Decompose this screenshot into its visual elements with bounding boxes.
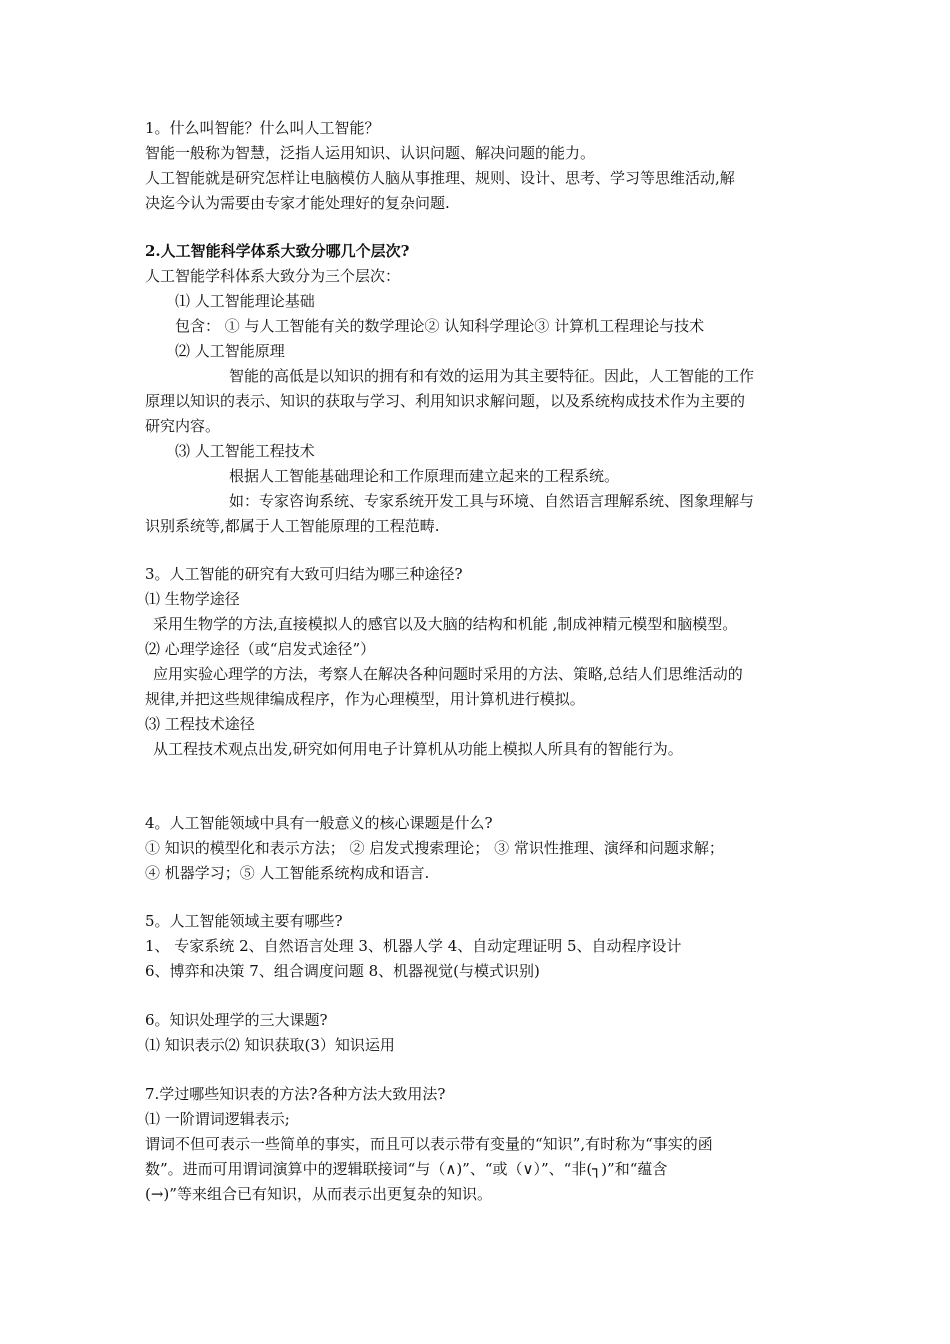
text-line: 3。人工智能的研究有大致可归结为哪三种途径? <box>145 565 463 583</box>
text-line: 研究内容。 <box>145 417 221 435</box>
text-line: 采用生物学的方法,直接模拟人的感官以及大脑的结构和机能 ,制成神精元模型和脑模型。 <box>153 615 738 633</box>
text-line: 人工智能就是研究怎样让电脑模仿人脑从事推理、规则、设计、思考、学习等思维活动,解 <box>145 169 735 187</box>
text-line: ⑴ 生物学途径 <box>145 590 240 608</box>
text-line: 智能的高低是以知识的拥有和有效的运用为其主要特征。因此，人工智能的工作 <box>229 367 755 385</box>
text-line: 规律,并把这些规律编成程序，作为心理模型，用计算机进行模拟。 <box>145 690 585 708</box>
text-line: 1。什么叫智能？什么叫人工智能？ <box>145 119 380 137</box>
text-line: ⑵ 人工智能原理 <box>175 342 285 360</box>
text-line: 包含： ① 与人工智能有关的数学理论② 认知科学理论③ 计算机工程理论与技术 <box>175 317 705 335</box>
text-line: ⑴ 人工智能理论基础 <box>175 292 315 310</box>
text-line: 6。知识处理学的三大课题? <box>145 1011 328 1029</box>
text-line: ⑵ 心理学途径（或“启发式途径”） <box>145 640 376 658</box>
text-line: 谓词不但可表示一些简单的事实，而且可以表示带有变量的“知识”,有时称为“事实的函 <box>145 1135 713 1153</box>
text-line: ⑶ 工程技术途径 <box>145 715 255 733</box>
text-line: 根据人工智能基础理论和工作原理而建立起来的工程系统。 <box>229 467 620 485</box>
text-line: ④ 机器学习；⑤ 人工智能系统构成和语言. <box>145 864 430 882</box>
text-line: 决迄今认为需要由专家才能处理好的复杂问题. <box>145 194 450 212</box>
text-line: (→)”等来组合已有知识，从而表示出更复杂的知识。 <box>145 1185 492 1203</box>
text-line: 7.学过哪些知识表的方法?各种方法大致用法? <box>145 1085 446 1103</box>
text-line: ⑴ 知识表示⑵ 知识获取(3）知识运用 <box>145 1036 395 1054</box>
text-line: 1、 专家系统 2、自然语言处理 3、机器人学 4、自动定理证明 5、自动程序设计 <box>145 937 682 955</box>
text-line: 2.人工智能科学体系大致分哪几个层次? <box>145 242 410 260</box>
text-line: 从工程技术观点出发,研究如何用电子计算机从功能上模拟人所具有的智能行为。 <box>153 740 683 758</box>
text-line: ① 知识的模型化和表示方法； ② 启发式搜索理论； ③ 常识性推理、演绎和问题求解； <box>145 839 724 857</box>
text-line: 数”。进而可用谓词演算中的逻辑联接词“与（∧)”、“或（∨）”、“非(┐)”和“蕴含 <box>145 1160 668 1178</box>
text-line: 6、博弈和决策 7、组合调度问题 8、机器视觉(与模式识别) <box>145 962 540 980</box>
text-line: 如：专家咨询系统、专家系统开发工具与环境、自然语言理解系统、图象理解与 <box>229 492 755 510</box>
text-line: 应用实验心理学的方法，考察人在解决各种问题时采用的方法、策略,总结人们思维活动的 <box>153 665 743 683</box>
text-line: ⑴ 一阶谓词逻辑表示; <box>145 1110 290 1128</box>
text-line: 5。人工智能领域主要有哪些? <box>145 912 343 930</box>
text-line: 智能一般称为智慧，泛指人运用知识、认识问题、解决问题的能力。 <box>145 144 596 162</box>
text-line: 人工智能学科体系大致分为三个层次： <box>145 267 401 285</box>
text-line: 4。人工智能领域中具有一般意义的核心课题是什么? <box>145 814 493 832</box>
text-line: ⑶ 人工智能工程技术 <box>175 442 315 460</box>
text-line: 识别系统等,都属于人工智能原理的工程范畴. <box>145 517 440 535</box>
text-line: 原理以知识的表示、知识的获取与学习、利用知识求解问题，以及系统构成技术作为主要的 <box>145 392 746 410</box>
